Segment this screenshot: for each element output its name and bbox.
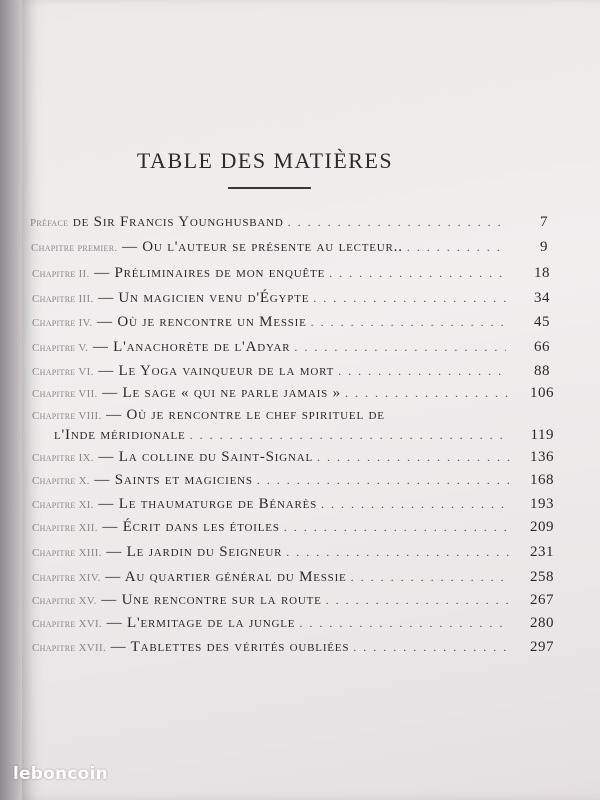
leader-dots — [407, 240, 504, 255]
chapter-label: Chapitre X. — [32, 475, 90, 487]
leader-dots — [351, 570, 510, 585]
toc-entry — [32, 314, 550, 334]
page-number: 119 — [530, 427, 554, 443]
page-number: 34 — [534, 290, 550, 306]
chapter-label: Chapitre XIV. — [32, 572, 101, 584]
entry-title: — Un magicien venu d'Égypte — [98, 290, 310, 306]
chapter-label: Préface — [30, 217, 69, 229]
toc-entry — [32, 569, 554, 589]
leader-dots — [317, 450, 510, 465]
chapter-label: Chapitre IV. — [32, 317, 93, 329]
leboncoin-watermark: leboncoin — [13, 764, 108, 784]
leader-dots — [329, 266, 506, 281]
toc-entry — [30, 214, 548, 234]
page-number: 209 — [530, 519, 554, 535]
page-number: 231 — [530, 544, 554, 560]
page-number: 136 — [530, 449, 554, 465]
page-number: 106 — [530, 385, 554, 401]
leader-dots — [294, 340, 506, 355]
entry-title: — Écrit dans les étoiles — [102, 519, 280, 535]
chapter-label: Chapitre VII. — [32, 388, 98, 400]
leader-dots — [284, 520, 510, 535]
toc-entry-continuation — [54, 427, 554, 447]
page-number: 297 — [530, 639, 554, 655]
chapter-label: Chapitre XII. — [32, 522, 98, 534]
leader-dots — [286, 545, 510, 560]
toc-entry — [32, 339, 550, 359]
page-number: 88 — [534, 363, 550, 379]
chapter-label: Chapitre premier. — [31, 242, 118, 254]
toc-entry — [32, 385, 554, 405]
toc-entry — [32, 639, 554, 659]
toc-entry — [32, 544, 554, 564]
chapter-label: Chapitre XVI. — [32, 618, 103, 630]
leader-dots — [299, 616, 510, 631]
chapter-label: Chapitre VI. — [32, 366, 94, 378]
entry-title: de Sir Francis Younghusband — [72, 214, 284, 230]
leader-dots — [338, 364, 506, 379]
book-page — [22, 0, 600, 800]
page-number: 18 — [534, 265, 550, 281]
entry-title: — Ou l'auteur se présente au lecteur.. — [121, 239, 403, 255]
leader-dots — [353, 640, 510, 655]
entry-title: l'Inde méridionale — [54, 427, 186, 443]
entry-title: — Le sage « qui ne parle jamais » — [102, 385, 341, 401]
toc-entry — [32, 615, 554, 635]
toc-entry — [32, 407, 554, 427]
page-number: 45 — [534, 314, 550, 330]
entry-title: — La colline du Saint-Signal — [98, 449, 313, 465]
entry-title: — L'anachorète de l'Adyar — [92, 339, 291, 355]
page-number: 9 — [540, 239, 548, 255]
page-number: 258 — [530, 569, 554, 585]
page-number: 168 — [530, 472, 554, 488]
toc-entry — [32, 265, 550, 285]
entry-title: — Où je rencontre le chef spirituel de — [106, 407, 385, 423]
toc-entry — [32, 449, 554, 469]
chapter-label: Chapitre V. — [32, 342, 89, 354]
leader-dots — [326, 593, 510, 608]
entry-title: — Au quartier général du Messie — [105, 569, 347, 585]
leader-dots — [321, 497, 510, 512]
leader-dots — [190, 428, 510, 443]
toc-entry — [32, 290, 550, 310]
entry-title: — Préliminaires de mon enquête — [94, 265, 326, 281]
page-number: 66 — [534, 339, 550, 355]
page-title: TABLE DES MATIÈRES — [136, 148, 394, 173]
leader-dots — [345, 386, 510, 401]
leader-dots — [311, 315, 506, 330]
page-number: 193 — [530, 496, 554, 512]
leader-dots — [313, 291, 506, 306]
toc-entry — [31, 239, 548, 259]
entry-title: — Le jardin du Seigneur — [106, 544, 283, 560]
page-number: 280 — [530, 615, 554, 631]
toc-entry — [32, 472, 554, 492]
chapter-label: Chapitre III. — [32, 293, 94, 305]
leader-dots — [288, 215, 504, 230]
chapter-label: Chapitre XI. — [32, 499, 94, 511]
page-number: 7 — [540, 214, 548, 230]
chapter-label: Chapitre XVII. — [32, 642, 107, 654]
table-of-contents — [22, 0, 600, 800]
leader-dots — [257, 473, 510, 488]
chapter-label: Chapitre XV. — [32, 595, 97, 607]
entry-title: — Le thaumaturge de Bénarès — [98, 496, 318, 512]
chapter-label: Chapitre IX. — [32, 452, 94, 464]
chapter-label: Chapitre II. — [32, 268, 90, 280]
toc-entry — [32, 363, 550, 383]
page-number: 267 — [530, 592, 554, 608]
toc-entry — [32, 496, 554, 516]
toc-entry — [32, 519, 554, 539]
entry-title: — Une rencontre sur la route — [101, 592, 322, 608]
entry-title: — Où je rencontre un Messie — [96, 314, 307, 330]
entry-title: — Le Yoga vainqueur de la mort — [98, 363, 335, 379]
entry-title: — L'ermitage de la jungle — [106, 615, 296, 631]
entry-title: — Tablettes des vérités oubliées — [110, 639, 350, 655]
chapter-label: Chapitre XIII. — [32, 547, 102, 559]
toc-entry — [32, 592, 554, 612]
entry-title: — Saints et magiciens — [94, 472, 253, 488]
chapter-label: Chapitre VIII. — [32, 410, 102, 422]
